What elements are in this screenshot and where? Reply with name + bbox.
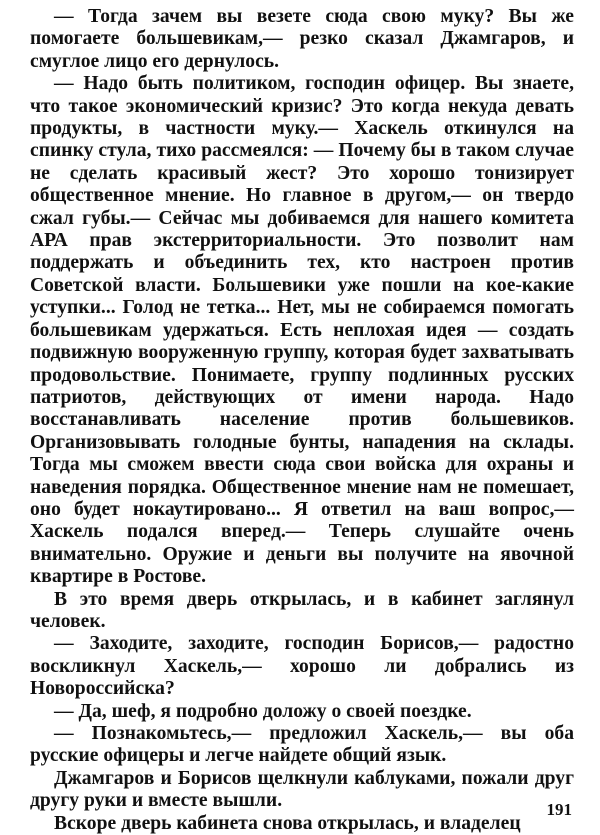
paragraph-4: — Заходите, заходите, господин Борисов,— радостно воскликнул Хаскель,— хорошо ли добрались из Новороссийска? — [30, 633, 574, 700]
book-page-text — [30, 6, 574, 835]
paragraph-1: — Тогда зачем вы везете сюда свою муку? Вы же помогаете большевикам,— резко сказал Джамгаров, и смуглое лицо его дернулось. — [30, 6, 574, 72]
paragraph-7: Джамгаров и Борисов щелкнули каблуками, пожали друг другу руки и вместе вышли. — [30, 767, 574, 812]
page-number: 191 — [546, 800, 572, 819]
paragraph-3: В это время дверь открылась, и в кабинет заглянул человек. — [30, 588, 574, 632]
paragraph-2: — Надо быть политиком, господин офицер. Вы знаете, что такое экономический кризис? Это когда некуда девать продукты, в частности муку.— Хаскель откинулся на спинку стула, тихо рассмеялся: — Почему бы в таком случае не сделать красивый жест? Это хорошо тонизирует общественное мнение. Но главное в другом,— он твердо сжал губы.— Сейчас мы добиваемся для нашего комитета АРА прав экстерриториальности. Это позволит нам поддержать и объединить тех, кто настроен против Советской власти. Большевики уже пошли на кое-какие уступки... Голод не тетка... Нет, мы не собираемся помогать большевикам удержаться. Есть неплохая идея — создать подвижную вооруженную группу, которая будет захватывать продовольствие. Понимаете, группу подлинных русских патриотов, действующих от имени народа. Надо восстанавливать население против большевиков. Организовывать голодные бунты, нападения на склады. Тогда мы сможем ввести сюда свои войска для охраны и наведения порядка. Общественное мнение нам не помешает, оно будет нокаутировано... Я ответил на ваш вопрос,— Хаскель подался вперед.— Теперь слушайте очень внимательно. Оружие и деньги вы получите на явочной квартире в Ростове. — [30, 73, 574, 588]
paragraph-8: Вскоре дверь кабинета снова открылась, и владелец — [54, 812, 521, 834]
paragraph-5: — Да, шеф, я подробно доложу о своей поездке. — [54, 700, 472, 722]
paragraph-6: — Познакомьтесь,— предложил Хаскель,— вы оба русские офицеры и легче найдете общий язык. — [30, 723, 574, 767]
